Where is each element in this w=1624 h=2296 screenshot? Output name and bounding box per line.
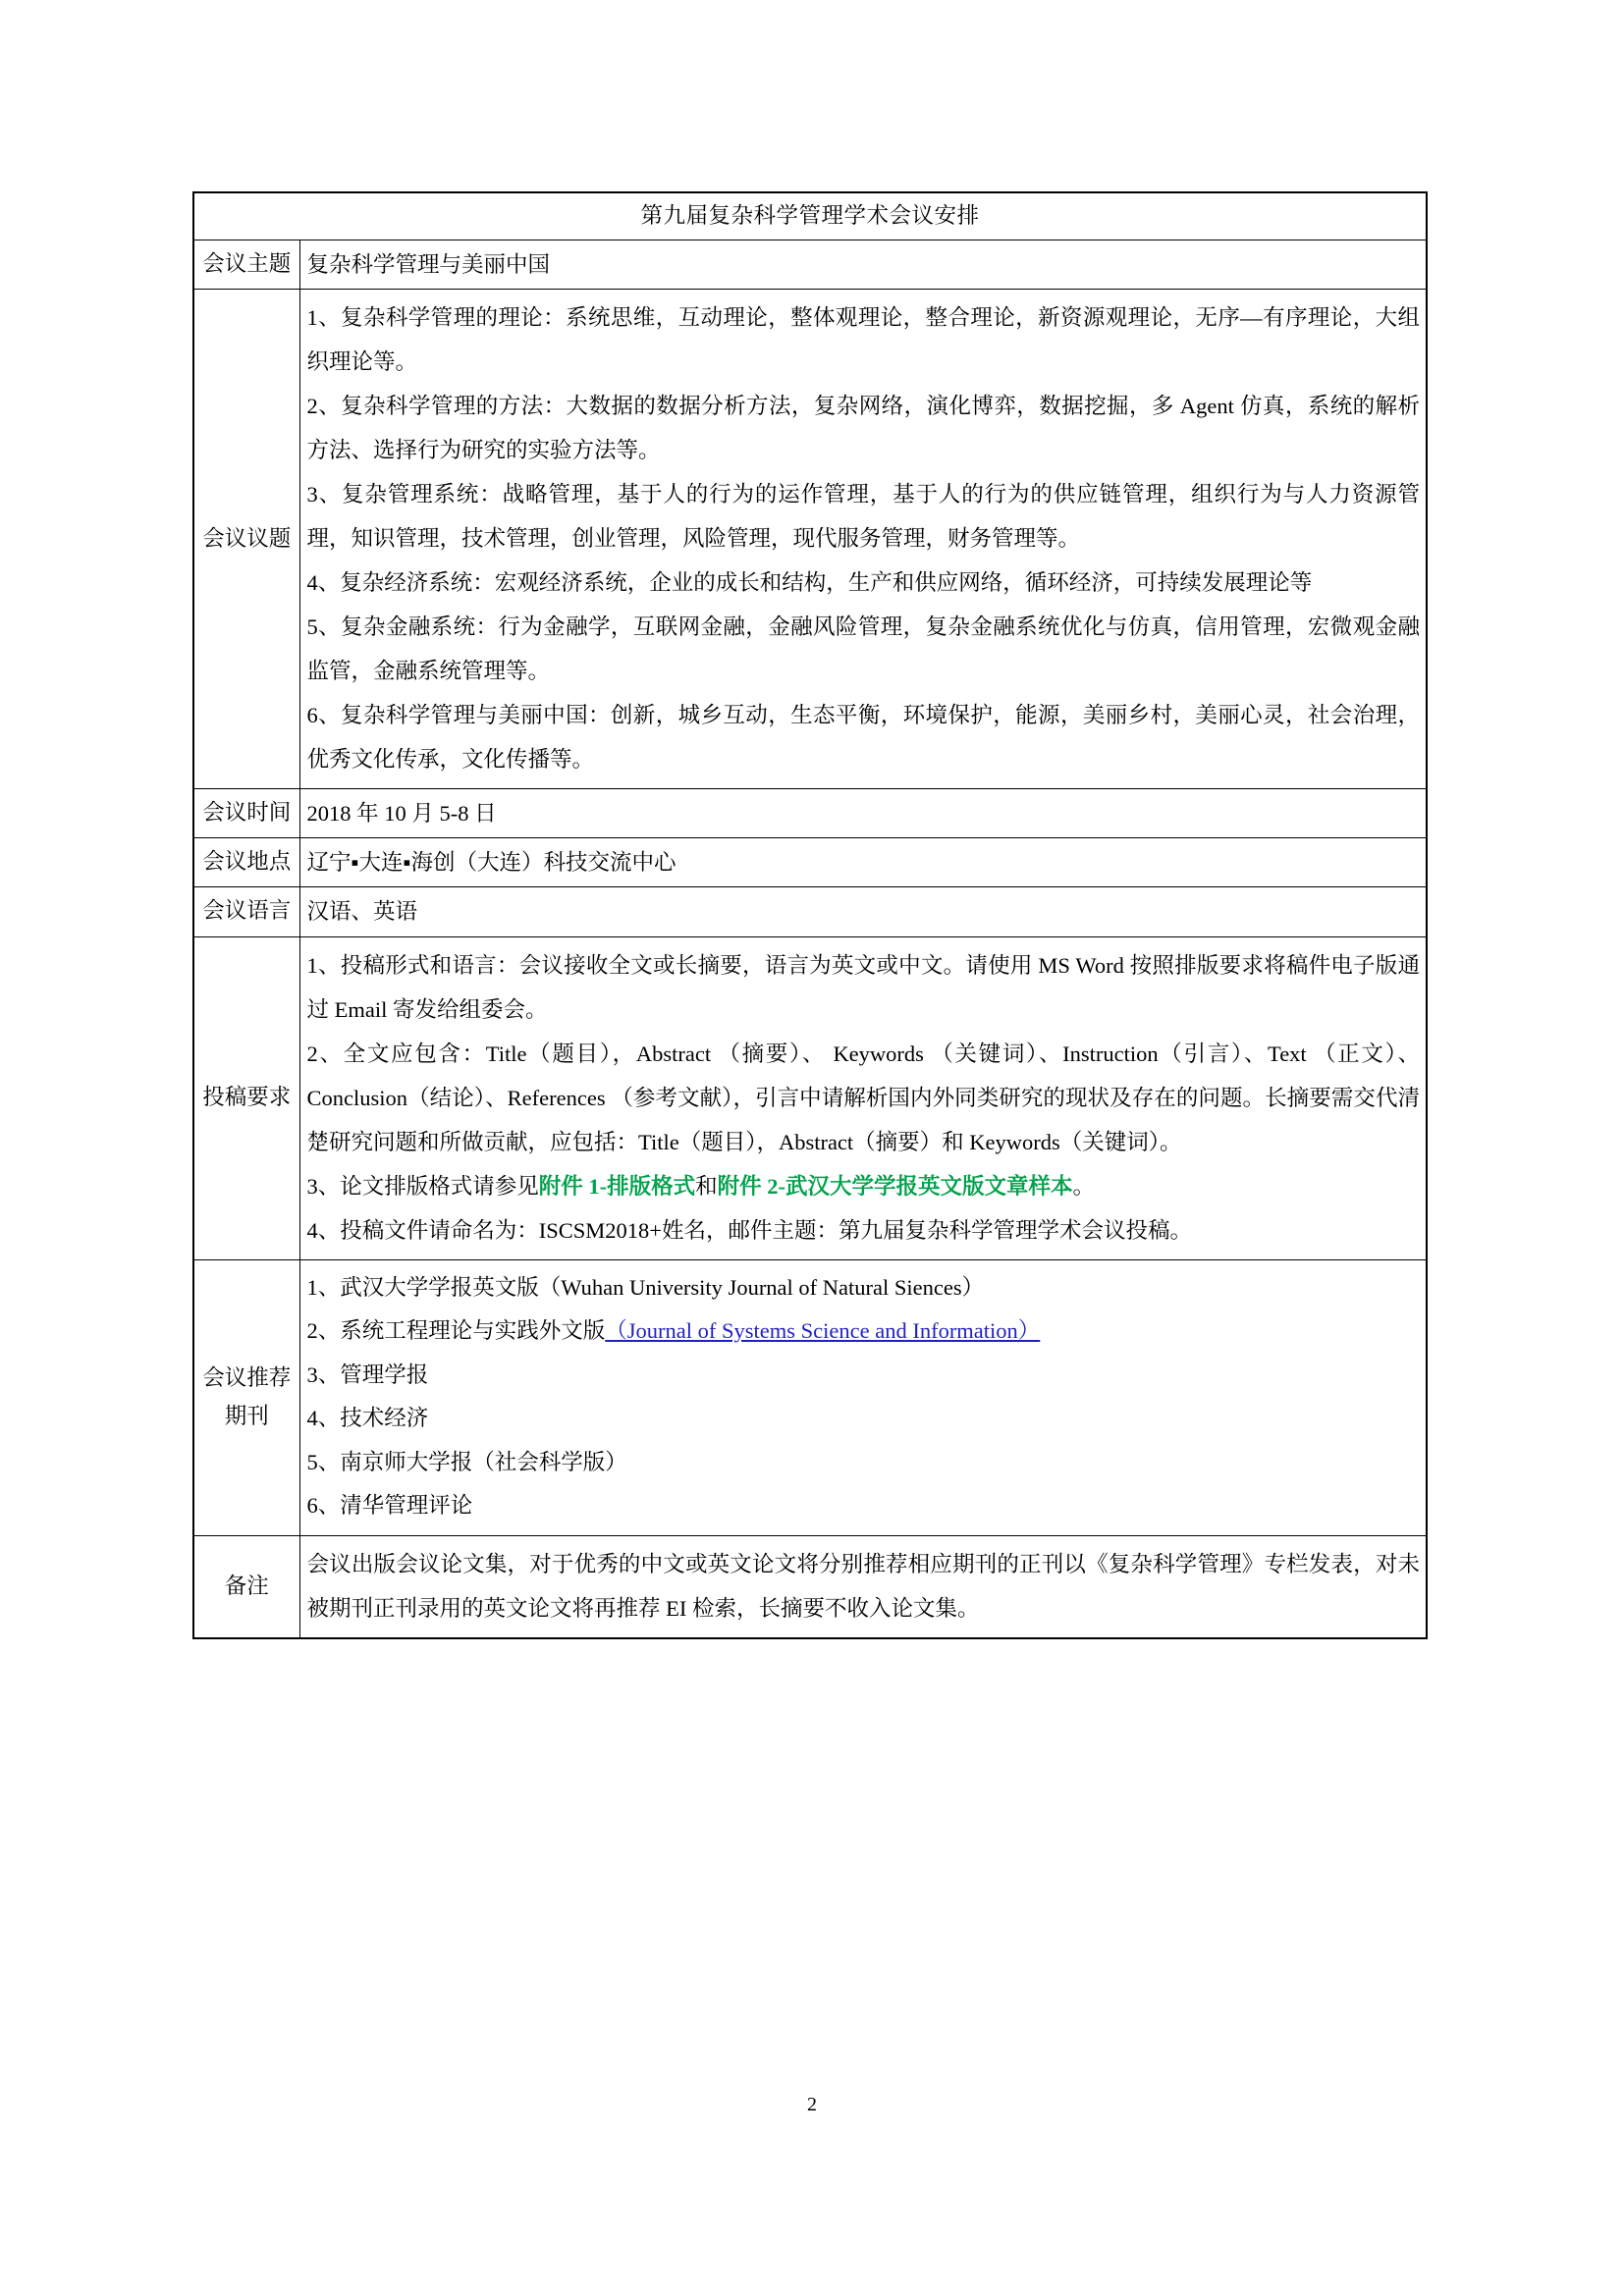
value-conference-theme: 复杂科学管理与美丽中国 [299,240,1427,290]
attachment-2-reference: 附件 2-武汉大学学报英文版文章样本 [717,1173,1073,1199]
journal-item-1: 1、武汉大学学报英文版（Wuhan University Journal of Natural Siences） [306,1274,985,1300]
journal-item-4: 4、技术经济 [306,1406,429,1431]
submission-item-3-suffix: 。 [1072,1173,1096,1199]
notes-text: 会议出版会议论文集，对于优秀的中文或英文论文将分别推荐相应期刊的正刊以《复杂科学管理》专栏发表，对未被期刊正刊录用的英文论文将再推荐 EI 检索，长摘要不收入论文集。 [306,1551,1421,1621]
journal-item-6: 6、清华管理评论 [306,1493,473,1519]
topic-item-4: 4、复杂经济系统：宏观经济系统，企业的成长和结构，生产和供应网络，循环经济，可持续发展理论等 [306,570,1313,596]
table-row-language [193,887,1427,936]
journal-item-3: 3、管理学报 [306,1362,429,1387]
page-number: 2 [807,2094,817,2115]
conference-schedule-table [192,191,1428,1639]
value-conference-language: 汉语、英语 [299,887,1427,936]
table-row-title [193,192,1427,240]
label-conference-place: 会议地点 [193,838,299,887]
topic-item-5: 5、复杂金融系统：行为金融学，互联网金融，金融风险管理，复杂金融系统优化与仿真，信用管理，宏微观金融监管，金融系统管理等。 [306,614,1421,684]
value-conference-time: 2018 年 10 月 5-8 日 [299,789,1427,838]
submission-item-3-prefix: 3、论文排版格式请参见 [306,1173,539,1199]
topic-item-6: 6、复杂科学管理与美丽中国：创新，城乡互动，生态平衡，环境保护，能源，美丽乡村，美丽心灵，社会治理，优秀文化传承，文化传播等。 [306,703,1421,773]
label-recommended-journals-line2: 期刊 [224,1403,269,1428]
label-notes: 备注 [193,1535,299,1638]
submission-item-4: 4、投稿文件请命名为：ISCSM2018+姓名，邮件主题：第九届复杂科学管理学术会议投稿。 [306,1217,1192,1243]
journal-item-2-name: 2、系统工程理论与实践外文版 [306,1318,606,1344]
submission-item-3-mid: 和 [695,1173,718,1199]
table-row-notes [193,1535,1427,1638]
table-row-place [193,838,1427,887]
label-conference-language: 会议语言 [193,887,299,936]
table-row-time [193,789,1427,838]
journal-item-2 [307,1309,1421,1354]
label-conference-time: 会议时间 [193,789,299,838]
submission-item-1: 1、投稿形式和语言：会议接收全文或长摘要，语言为英文或中文。请使用 MS Word 按照排版要求将稿件电子版通过 Email 寄发给组委会。 [306,952,1421,1022]
submission-item-2: 2、全文应包含：Title（题目），Abstract （摘要）、 Keywords （关键词）、Instruction（引言）、Text （正文）、Conclusion（结论）、References （参考文献），引言中请解析国内外同类研究的现状及存在的问题。长摘要需交代清楚研究问题和所做贡献，应包括：Title（题目），Abstract（摘要）和 Keywords（关键词）。 [306,1041,1421,1154]
value-recommended-journals [299,1259,1427,1535]
table-title: 第九届复杂科学管理学术会议安排 [193,192,1427,240]
label-conference-topics: 会议议题 [193,290,299,789]
value-notes [299,1535,1427,1638]
topic-item-2: 2、复杂科学管理的方法：大数据的数据分析方法，复杂网络，演化博弈，数据挖掘，多 Agent 仿真，系统的解析方法、选择行为研究的实验方法等。 [306,394,1421,463]
value-conference-place: 辽宁▪大连▪海创（大连）科技交流中心 [299,838,1427,887]
table-row-theme [193,240,1427,290]
table-row-submission [193,936,1427,1259]
label-conference-theme: 会议主题 [193,240,299,290]
table-row-topics [193,290,1427,789]
attachment-1-reference: 附件 1-排版格式 [538,1173,696,1199]
journal-item-2-link[interactable]: （Journal of Systems Science and Information） [605,1318,1041,1344]
table-row-journals [193,1259,1427,1535]
journal-item-5: 5、南京师大学报（社会科学版） [306,1449,627,1474]
topic-item-1: 1、复杂科学管理的理论：系统思维，互动理论，整体观理论，整合理论，新资源观理论，无序—有序理论，大组织理论等。 [306,305,1421,375]
value-submission-requirements [299,936,1427,1259]
value-conference-topics [299,290,1427,789]
label-recommended-journals [193,1259,299,1535]
label-recommended-journals-line1: 会议推荐 [202,1364,292,1390]
topic-item-3: 3、复杂管理系统：战略管理，基于人的行为的运作管理，基于人的行为的供应链管理，组织行为与人力资源管理，知识管理，技术管理，创业管理，风险管理，现代服务管理，财务管理等。 [306,482,1421,552]
submission-item-3 [307,1164,1421,1208]
label-submission-requirements: 投稿要求 [193,936,299,1259]
